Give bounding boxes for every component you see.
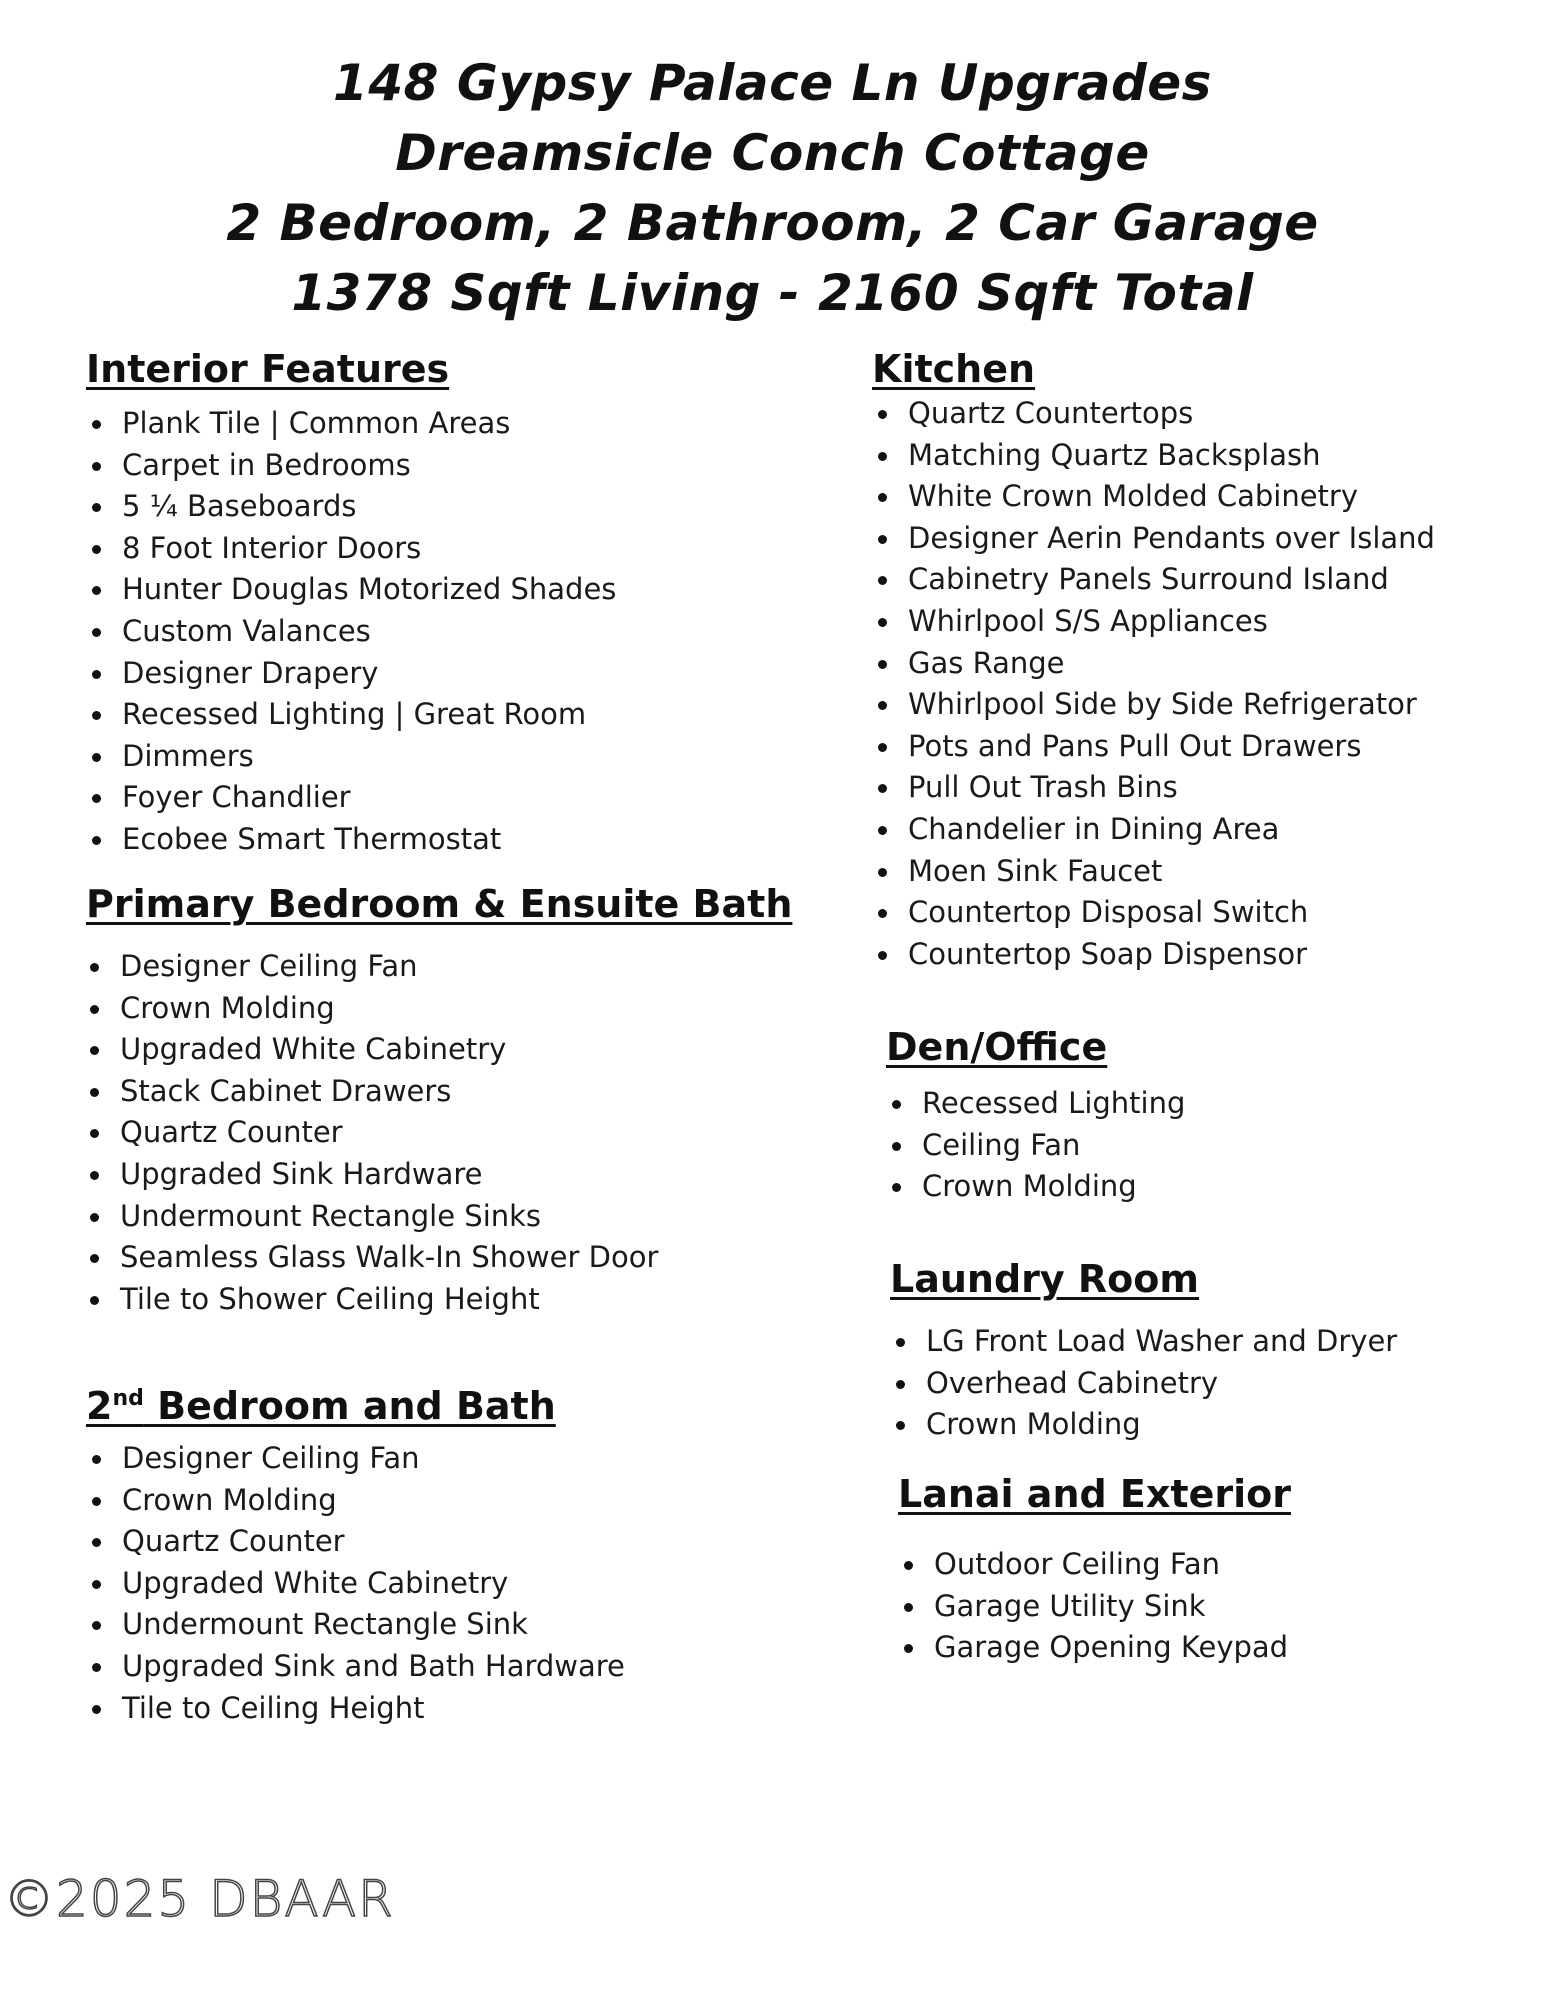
section-den-office [886, 1023, 1185, 1208]
list-item: Upgraded White Cabinetry [122, 1563, 625, 1605]
list-item: Undermount Rectangle Sink [122, 1604, 625, 1646]
list-item: Ecobee Smart Thermostat [122, 819, 616, 861]
section-second-bedroom [86, 1382, 625, 1729]
list-item: Upgraded Sink and Bath Hardware [122, 1646, 625, 1688]
list-item: Countertop Soap Dispensor [908, 934, 1435, 976]
list-item: Custom Valances [122, 611, 616, 653]
list-item: Crown Molding [120, 988, 792, 1030]
list-item: Gas Range [908, 643, 1435, 685]
list-item: Upgraded Sink Hardware [120, 1154, 792, 1196]
section-heading: Kitchen [872, 347, 1036, 391]
list-item: Countertop Disposal Switch [908, 892, 1435, 934]
list-item: Designer Ceiling Fan [120, 946, 792, 988]
title-model: Dreamsicle Conch Cottage [395, 124, 1150, 182]
list-item: Designer Aerin Pendants over Island [908, 518, 1435, 560]
list-item: Whirlpool Side by Side Refrigerator [908, 684, 1435, 726]
list-item: 8 Foot Interior Doors [122, 528, 616, 570]
list-item: Foyer Chandlier [122, 777, 616, 819]
feature-list [86, 946, 792, 1320]
section-heading: Laundry Room [890, 1257, 1199, 1301]
title-sqft: 1378 Sqft Living - 2160 Sqft Total [291, 264, 1254, 322]
heading-ordinal: nd [112, 1386, 144, 1411]
section-primary-bedroom [86, 880, 792, 1320]
list-item: Dimmers [122, 736, 616, 778]
list-item: Tile to Ceiling Height [122, 1688, 625, 1730]
section-kitchen [872, 345, 1435, 975]
feature-list [886, 1083, 1185, 1208]
list-item: Whirlpool S/S Appliances [908, 601, 1435, 643]
list-item: Outdoor Ceiling Fan [934, 1544, 1291, 1586]
list-item: Upgraded White Cabinetry [120, 1029, 792, 1071]
list-item: Quartz Counter [122, 1521, 625, 1563]
list-item: Crown Molding [922, 1166, 1185, 1208]
page-title [0, 48, 1545, 328]
list-item: Quartz Counter [120, 1112, 792, 1154]
section-lanai-exterior [898, 1470, 1291, 1669]
title-rooms: 2 Bedroom, 2 Bathroom, 2 Car Garage [226, 194, 1319, 252]
list-item: Garage Utility Sink [934, 1586, 1291, 1628]
title-address: 148 Gypsy Palace Ln Upgrades [333, 54, 1212, 112]
list-item: Pull Out Trash Bins [908, 767, 1435, 809]
feature-list [86, 1438, 625, 1729]
list-item: Crown Molding [926, 1404, 1397, 1446]
list-item: Overhead Cabinetry [926, 1363, 1397, 1405]
list-item: Designer Ceiling Fan [122, 1438, 625, 1480]
section-heading: Lanai and Exterior [898, 1472, 1291, 1516]
feature-list [86, 403, 616, 861]
list-item: Ceiling Fan [922, 1125, 1185, 1167]
section-heading [86, 1382, 625, 1430]
list-item: LG Front Load Washer and Dryer [926, 1321, 1397, 1363]
list-item: Designer Drapery [122, 653, 616, 695]
list-item: Undermount Rectangle Sinks [120, 1196, 792, 1238]
list-item: Recessed Lighting [922, 1083, 1185, 1125]
list-item: Plank Tile | Common Areas [122, 403, 616, 445]
list-item: Carpet in Bedrooms [122, 445, 616, 487]
list-item: White Crown Molded Cabinetry [908, 476, 1435, 518]
feature-list [898, 1544, 1291, 1669]
list-item: Garage Opening Keypad [934, 1627, 1291, 1669]
list-item: Hunter Douglas Motorized Shades [122, 569, 616, 611]
section-heading: Den/Office [886, 1025, 1108, 1069]
heading-number: 2 [86, 1384, 113, 1428]
list-item: Matching Quartz Backsplash [908, 435, 1435, 477]
section-heading: Interior Features [86, 347, 450, 391]
list-item: Cabinetry Panels Surround Island [908, 559, 1435, 601]
feature-list [890, 1321, 1397, 1446]
list-item: Recessed Lighting | Great Room [122, 694, 616, 736]
list-item: Tile to Shower Ceiling Height [120, 1279, 792, 1321]
list-item: Chandelier in Dining Area [908, 809, 1435, 851]
list-item: Quartz Countertops [908, 393, 1435, 435]
list-item: 5 ¼ Baseboards [122, 486, 616, 528]
section-heading: Primary Bedroom & Ensuite Bath [86, 882, 793, 926]
copyright-watermark: ©2025 DBAAR [4, 1870, 395, 1928]
list-item: Seamless Glass Walk-In Shower Door [120, 1237, 792, 1279]
section-interior-features [86, 345, 616, 861]
heading-text: Bedroom and Bath [143, 1384, 556, 1428]
feature-list [872, 393, 1435, 975]
section-laundry-room [890, 1255, 1397, 1446]
list-item: Moen Sink Faucet [908, 851, 1435, 893]
list-item: Crown Molding [122, 1480, 625, 1522]
list-item: Stack Cabinet Drawers [120, 1071, 792, 1113]
list-item: Pots and Pans Pull Out Drawers [908, 726, 1435, 768]
